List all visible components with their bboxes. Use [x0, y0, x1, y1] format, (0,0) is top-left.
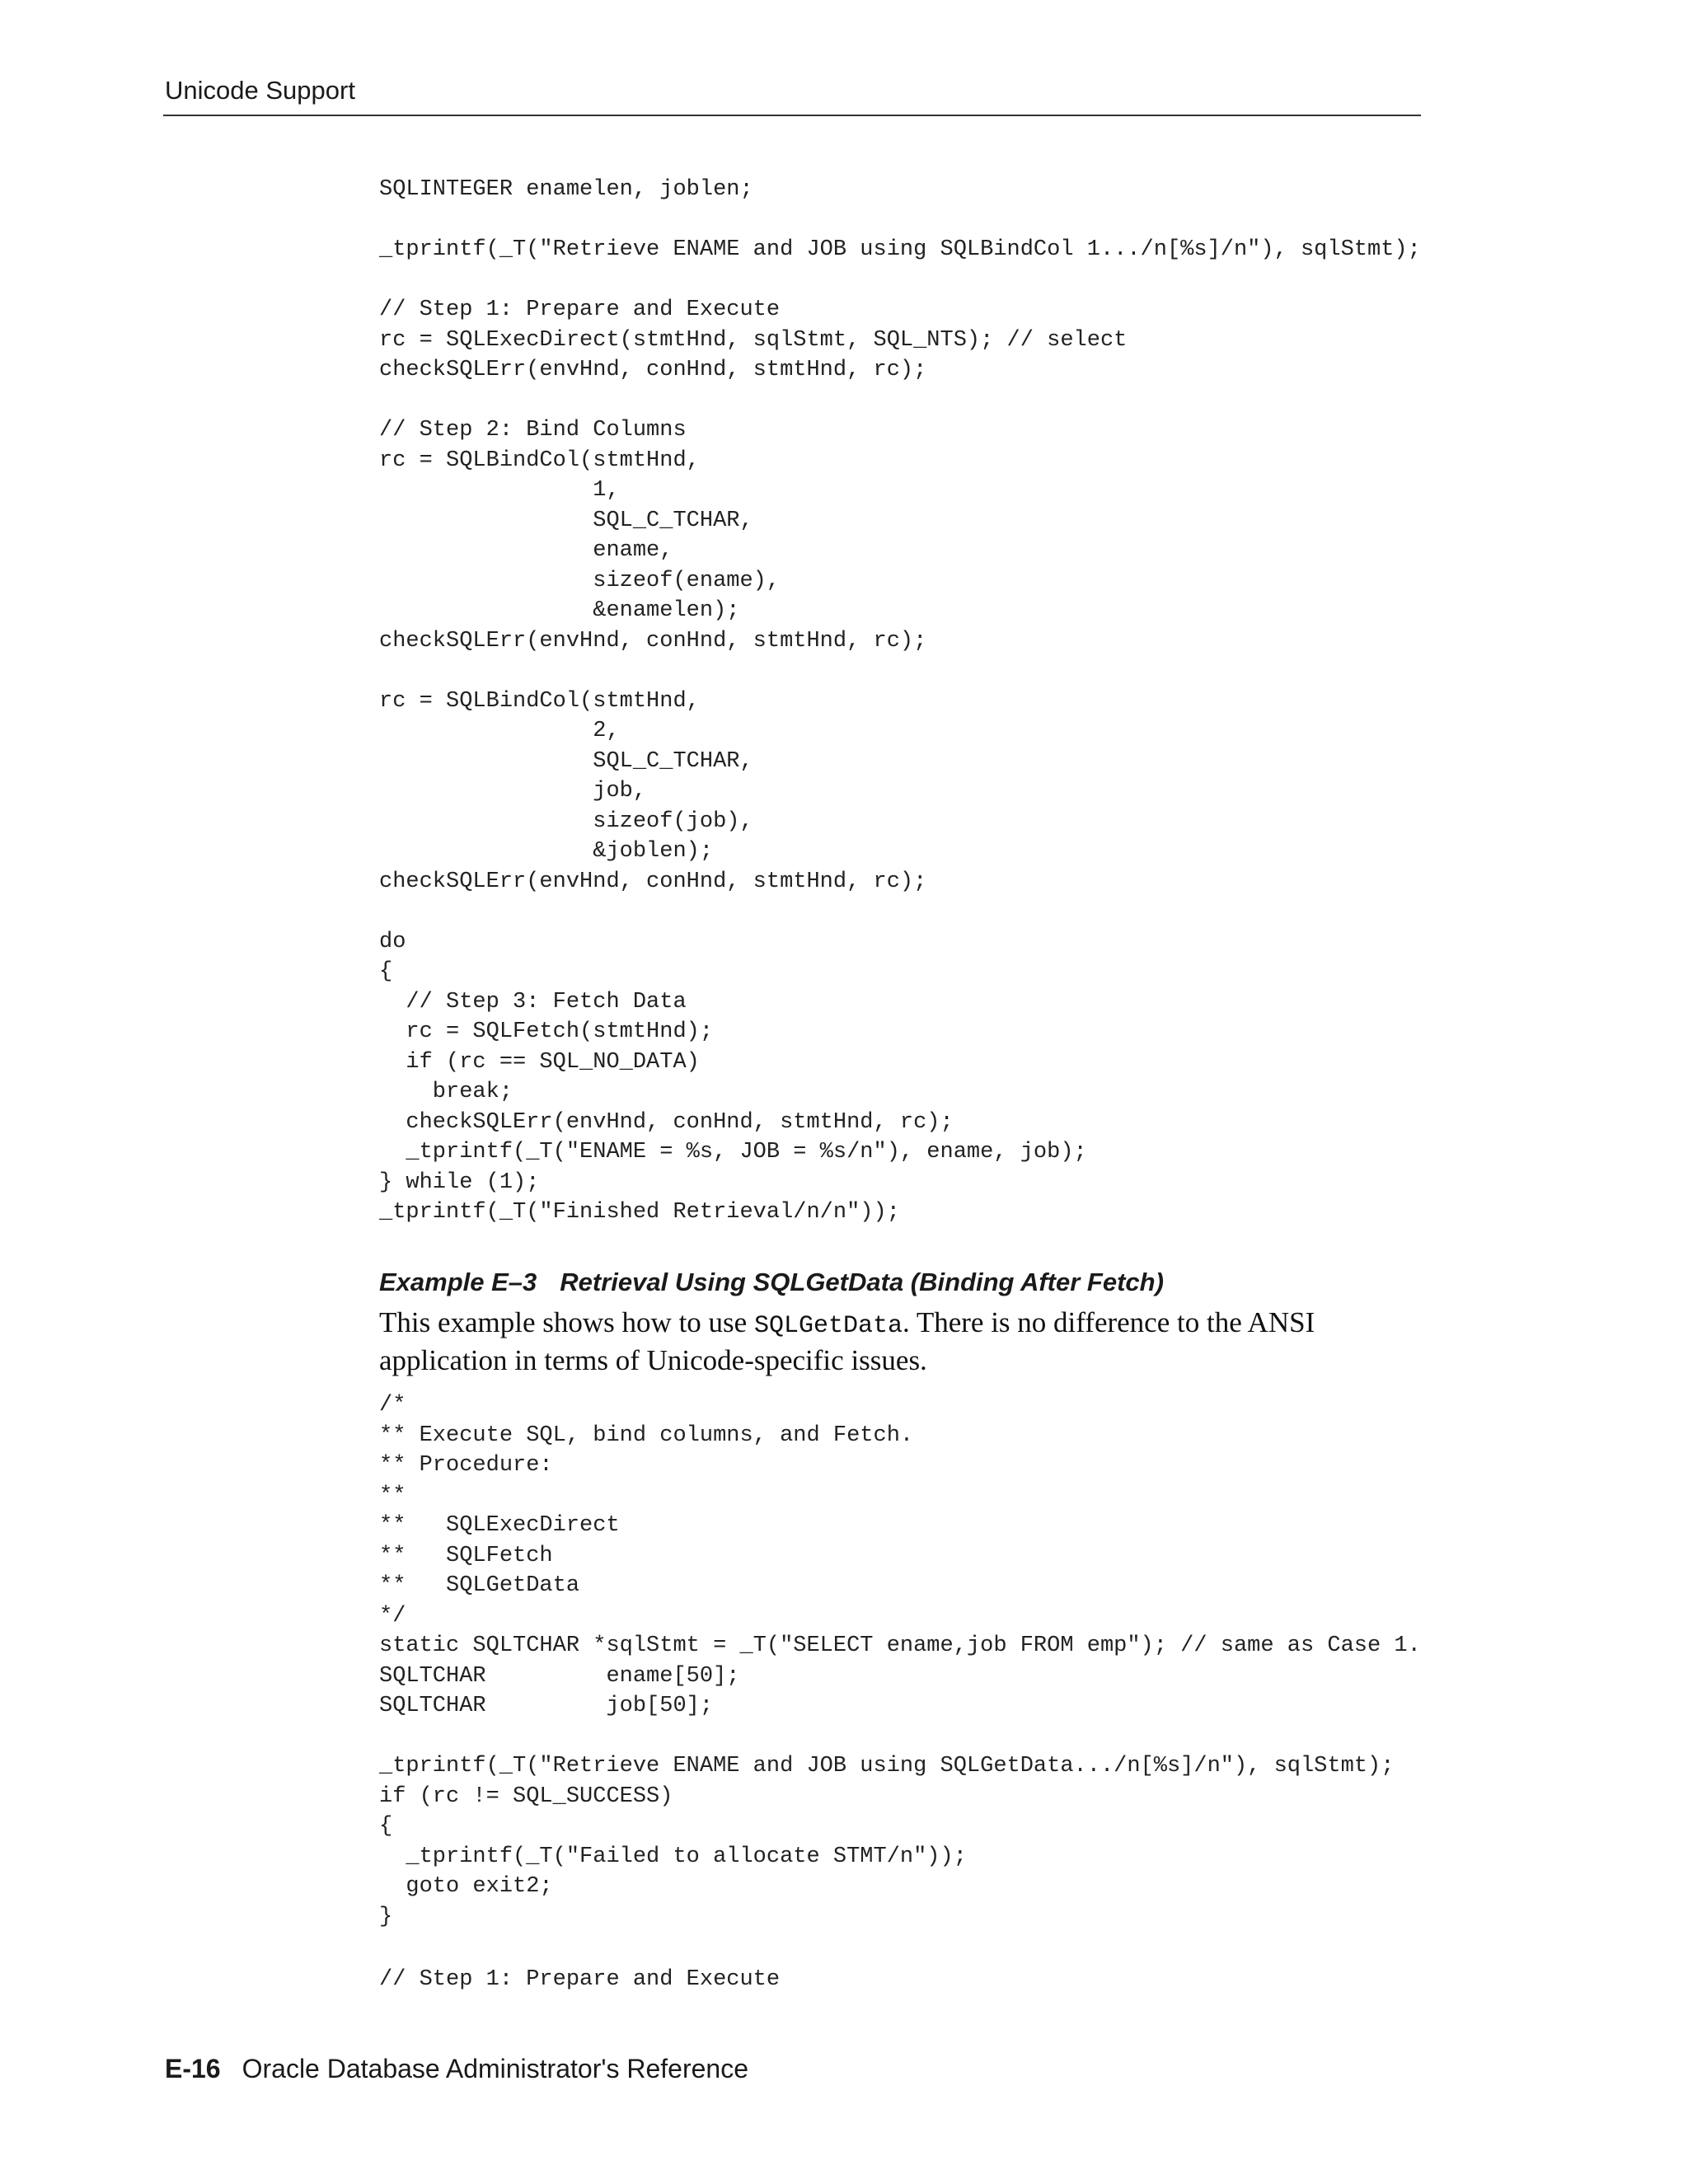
page-footer [165, 2052, 748, 2085]
header-divider [163, 115, 1421, 116]
code-listing-sqlgetdata: /* ** Execute SQL, bind columns, and Fetch. ** Procedure: ** ** SQLExecDirect ** SQLFetch ** SQLGetData */ static SQLTCHAR *sqlStmt = _T("SELECT ename,job FROM emp"); // same as Case 1. SQLTCHAR ename[50]; SQLTCHAR job[50]; _tprintf(_T("Retrieve ENAME and JOB using SQLGetData.../n[%s]/n"), sqlStmt); if (rc != SQL_SUCCESS) { _tprintf(_T("Failed to allocate STMT/n")); goto exit2; } [379, 1393, 1421, 1929]
page-number: E-16 [165, 2054, 221, 2083]
example-label: Example E–3 [379, 1268, 537, 1296]
description-text-end: . There is no difference to the ANSI application in terms of Unicode-specific issues. [379, 1306, 1315, 1376]
example-title: Retrieval Using SQLGetData (Binding After Fetch) [560, 1268, 1164, 1296]
example-description [379, 1305, 1418, 1377]
description-text-start: This example shows how to use [379, 1306, 754, 1338]
inline-code-sqlgetdata: SQLGetData [753, 1312, 903, 1340]
code-listing-step1: // Step 1: Prepare and Execute [379, 1967, 781, 1992]
running-header: Unicode Support [165, 76, 355, 105]
example-heading [379, 1266, 1164, 1299]
book-title: Oracle Database Administrator's Reference [241, 2054, 748, 2083]
code-listing-sqlbindcol: SQLINTEGER enamelen, joblen; _tprintf(_T("Retrieve ENAME and JOB using SQLBindCol 1.../n[%s]/n"), sqlStmt); // Step 1: Prepare and Execute rc = SQLExecDirect(stmtHnd, sqlStmt, SQL_NTS); // select checkSQLErr(envHnd, conHnd, stmtHnd, rc); // Step 2: Bind Columns rc = SQLBindCol(stmtHnd, 1, SQL_C_TCHAR, ename, sizeof(ename), &enamelen); checkSQLErr(envHnd, conHnd, stmtHnd, rc); rc = SQLBindCol(stmtHnd, 2, SQL_C_TCHAR, job, sizeof(job), &joblen); checkSQLErr(envHnd, conHnd, stmtHnd, rc); do { // Step 3: Fetch Data rc = SQLFetch(stmtHnd); if (rc == SQL_NO_DATA) break; checkSQLErr(envHnd, conHnd, stmtHnd, rc); _tprintf(_T("ENAME = %s, JOB = %s/n"), ename, job); } while (1); _tprintf(_T("Finished Retrieval/n/n")); [379, 177, 1421, 1225]
